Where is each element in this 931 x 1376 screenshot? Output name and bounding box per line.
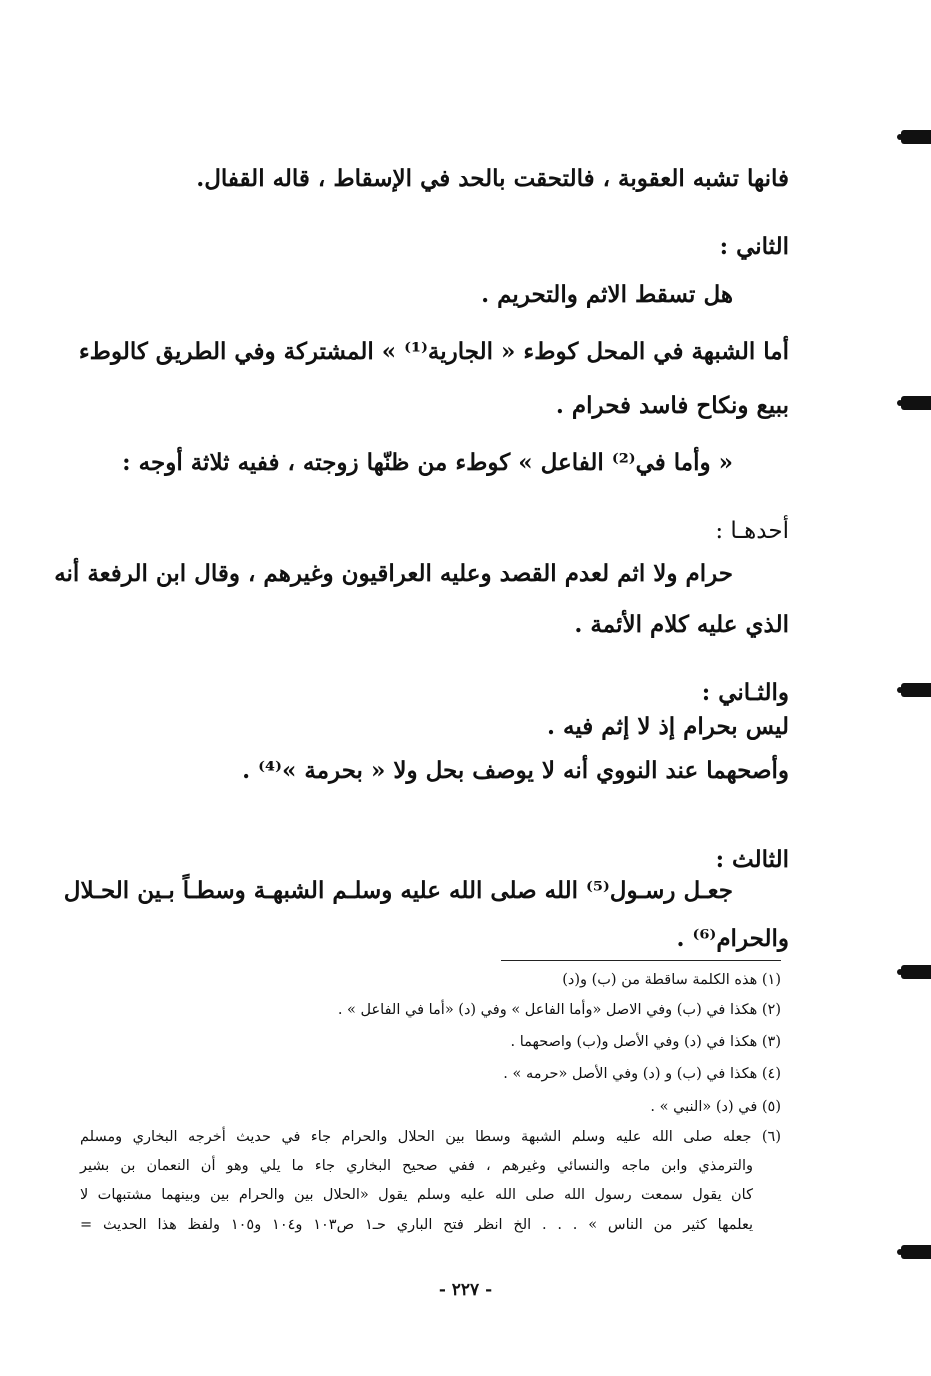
footnote: (١) هذه الكلمة ساقطة من (ب) و(د): [562, 972, 781, 988]
text-line: فانها تشبه العقوبة ، فالتحقت بالحد في الإسقاط ، قاله القفال.: [196, 165, 789, 192]
section-heading: الثالث :: [715, 846, 789, 873]
section-heading: والثـاني :: [701, 679, 789, 706]
edge-mark: [901, 396, 931, 410]
footnote: والترمذي وابن ماجه والنسائي وغيرهم ، ففي صحيح البخاري جاء ما يلي وهو أن النعمان بن بشير: [80, 1158, 753, 1174]
edge-mark: [901, 130, 931, 144]
text-line: جعـل رسـول⁽⁵⁾ الله صلى الله عليه وسلـم الشبهـة وسطـاً بـين الحـلال: [63, 877, 733, 904]
text-line: أما الشبهة في المحل كوطء « الجارية⁽¹⁾ » المشتركة وفي الطريق كالوطء: [78, 338, 789, 365]
section-heading: الثاني :: [719, 233, 789, 260]
text-line: « وأما في⁽²⁾ الفاعل » كوطء من ظنّها زوجته ، ففيه ثلاثة أوجه :: [122, 449, 733, 476]
footnote: (٤) هكذا في (ب) و (د) وفي الأصل «حرمه » .: [503, 1066, 781, 1082]
text-line: ببيع ونكاح فاسد فحرام .: [555, 392, 789, 419]
text-line: والحرام⁽⁶⁾ .: [676, 925, 789, 952]
page-number: - ٢٢٧ -: [438, 1280, 493, 1300]
footnote: (٦) جعله صلى الله عليه وسلم الشبهة وسطا بين الحلال والحرام جاء في حديث أخرجه البخاري ومسلم: [80, 1129, 781, 1145]
edge-mark: [901, 1245, 931, 1259]
footnote: كان يقول سمعت رسول الله صلى الله عليه وسلم يقول «الحلال بين والحرام بين وبينهما مشتبهات لا: [80, 1187, 753, 1203]
footnote-divider: [501, 960, 781, 961]
text-line: هل تسقط الاثم والتحريم .: [481, 281, 733, 308]
text-line: وأصحهما عند النووي أنه لا يوصف بحل ولا « بحرمة »⁽⁴⁾ .: [242, 757, 789, 784]
edge-mark: [901, 683, 931, 697]
footnote: يعلمها كثير من الناس » . . . الخ انظر فتح الباري حـ١ ص١٠٣ و١٠٤ و١٠٥ ولفظ هذا الحديث =: [80, 1217, 753, 1233]
edge-mark: [901, 965, 931, 979]
footnote: (٣) هكذا في (د) وفي الأصل و(ب) واصحهما .: [510, 1034, 781, 1050]
footnote: (٢) هكذا في (ب) وفي الاصل «وأما الفاعل » وفي (د) «أما في الفاعل » .: [337, 1002, 781, 1018]
text-line: ليس بحرام إذ لا إثم فيه .: [546, 713, 789, 740]
footnote: (٥) في (د) «النبي » .: [650, 1099, 781, 1115]
text-line: الذي عليه كلام الأئمة .: [574, 611, 789, 638]
section-heading: أحدهـا :: [715, 518, 789, 544]
text-line: حرام ولا اثم لعدم القصد وعليه العراقيون وغيرهم ، وقال ابن الرفعة أنه: [54, 560, 733, 587]
